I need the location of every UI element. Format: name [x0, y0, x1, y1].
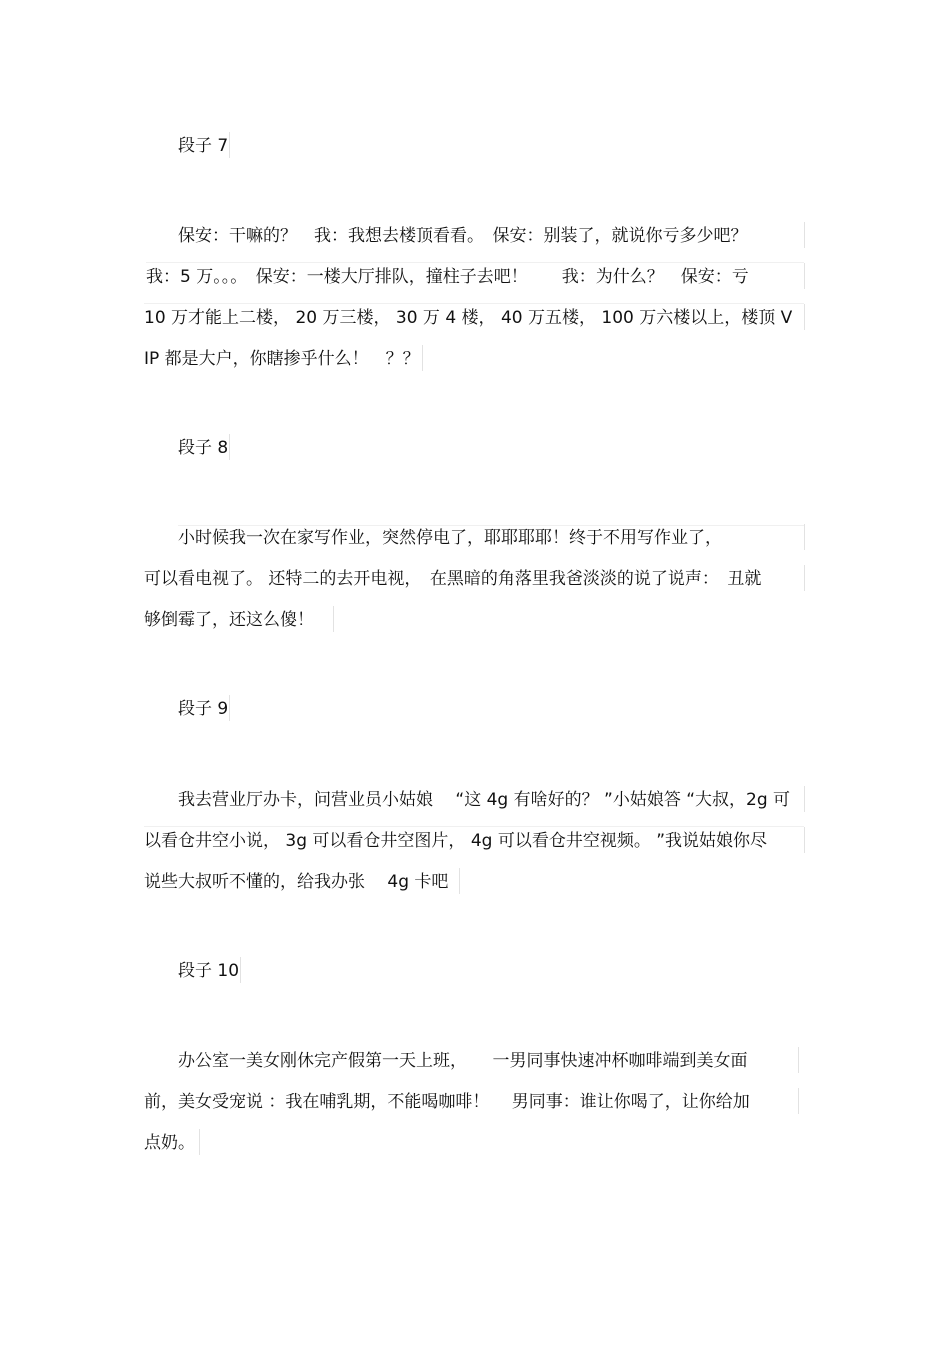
section-title-10: 段子 10 — [178, 961, 240, 981]
text-cursor-rule — [804, 565, 805, 591]
text-cursor-rule — [804, 304, 805, 330]
text-cursor-rule — [459, 868, 460, 894]
section-9-line-1: 我去营业厅办卡，问营业员小姑娘 “这 4g 有啥好的？ ”小姑娘答 “大叔，2g 可 — [178, 790, 791, 810]
line-guide — [144, 826, 804, 827]
section-8-line-2: 可以看电视了。 还特二的去开电视， 在黑暗的角落里我爸淡淡的说了说声： 丑就 — [144, 569, 762, 589]
text-cursor-rule — [229, 132, 230, 158]
section-8-line-3: 够倒霉了，还这么傻！ — [144, 610, 314, 630]
text-cursor-rule — [229, 695, 230, 721]
text-cursor-rule — [240, 957, 241, 983]
section-9-line-3: 说些大叔听不懂的，给我办张 4g 卡吧 — [144, 872, 449, 892]
section-7-line-3: 10 万才能上二楼， 20 万三楼， 30 万 4 楼， 40 万五楼， 100 万六楼以上，楼顶 V — [144, 308, 793, 328]
text-cursor-rule — [199, 1129, 200, 1155]
section-9-line-2: 以看仓井空小说， 3g 可以看仓井空图片， 4g 可以看仓井空视频。 ”我说姑娘你尽 — [144, 831, 768, 851]
text-cursor-rule — [804, 222, 805, 248]
section-7-line-2: 我：5 万。。。 保安：一楼大厅排队，撞柱子去吧！ 我：为什么？ 保安：亏 — [146, 267, 749, 287]
text-cursor-rule — [333, 606, 334, 632]
section-10-line-2: 前，美女受宠说 ：我在哺乳期，不能喝咖啡！ 男同事：谁让你喝了，让你给加 — [144, 1092, 750, 1112]
text-cursor-rule — [798, 1088, 799, 1114]
text-cursor-rule — [798, 1047, 799, 1073]
section-7-line-1: 保安：干嘛的？ 我：我想去楼顶看看。 保安：别装了，就说你亏多少吧？ — [178, 226, 748, 246]
section-10-line-1: 办公室一美女刚休完产假第一天上班， 一男同事快速冲杯咖啡端到美女面 — [178, 1051, 748, 1071]
section-7-line-4: IP 都是大户，你瞎掺乎什么！ ？？ — [144, 349, 420, 369]
line-guide — [144, 303, 804, 304]
section-title-7: 段子 7 — [178, 136, 229, 156]
line-guide — [146, 262, 804, 263]
text-cursor-rule — [422, 345, 423, 371]
section-title-8: 段子 8 — [178, 438, 229, 458]
text-cursor-rule — [804, 786, 805, 812]
text-cursor-rule — [804, 524, 805, 550]
section-8-line-1: 小时候我一次在家写作业，突然停电了，耶耶耶耶！终于不用写作业了， — [178, 528, 722, 548]
section-10-line-3: 点奶。 — [144, 1133, 195, 1153]
text-cursor-rule — [804, 827, 805, 853]
section-title-9: 段子 9 — [178, 699, 229, 719]
text-cursor-rule — [804, 263, 805, 289]
line-guide — [178, 525, 804, 526]
text-cursor-rule — [229, 434, 230, 460]
